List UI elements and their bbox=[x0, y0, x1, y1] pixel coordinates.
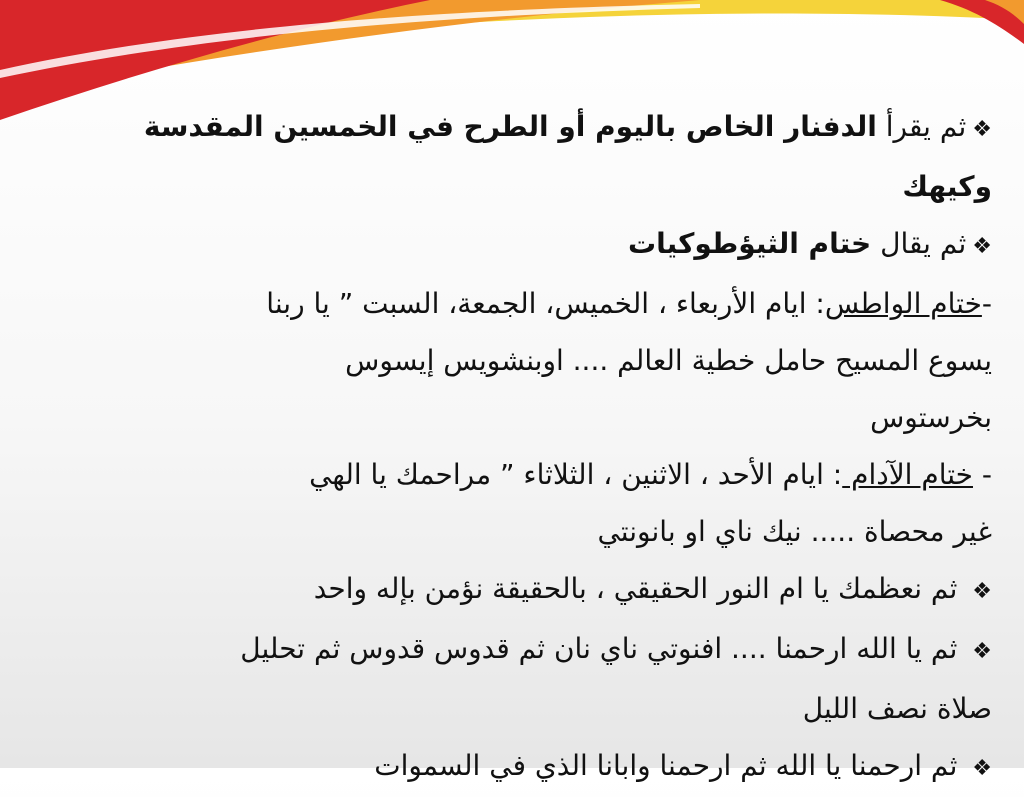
line-7-rest: : ايام الأحد ، الاثنين ، الثلاثاء ” مراحمك يا الهي bbox=[309, 458, 843, 491]
line-3-prefix: ثم يقال bbox=[871, 227, 967, 260]
line-8: غير محصاة ..... نيك ناي او بانونتي bbox=[597, 515, 992, 548]
line-6: بخرستوس bbox=[870, 401, 992, 434]
line-2: وكيهك bbox=[902, 170, 992, 203]
line-4-rest: : ايام الأربعاء ، الخميس، الجمعة، السبت ” يا ربنا bbox=[266, 287, 825, 320]
diamond-bullet-icon: ❖ bbox=[972, 579, 992, 604]
line-9 bbox=[48, 560, 992, 620]
line-9-text: ثم نعظمك يا ام النور الحقيقي ، بالحقيقة نؤمن بإله واحد bbox=[313, 572, 967, 605]
line-4 bbox=[48, 275, 992, 332]
line-3 bbox=[48, 215, 992, 275]
line-1 bbox=[48, 98, 992, 158]
line-3-bold: ختام الثيؤطوكيات bbox=[627, 227, 872, 260]
line-5: يسوع المسيح حامل خطية العالم .... اوبنشويس إيسوس bbox=[345, 344, 992, 377]
slide-body bbox=[48, 98, 992, 797]
line-4-dash: - bbox=[981, 287, 992, 320]
line-10 bbox=[48, 620, 992, 680]
diamond-bullet-icon: ❖ bbox=[972, 234, 992, 259]
line-7 bbox=[48, 446, 992, 503]
khitam-watos-heading: ختام الواطس bbox=[824, 287, 982, 320]
line-11: صلاة نصف الليل bbox=[802, 692, 992, 725]
diamond-bullet-icon: ❖ bbox=[972, 756, 992, 781]
khitam-adam-heading: ختام الآدام bbox=[842, 458, 973, 491]
line-1-bold: الدفنار الخاص باليوم أو الطرح في الخمسين المقدسة bbox=[143, 110, 877, 143]
line-12 bbox=[48, 737, 992, 797]
line-12-text: ثم ارحمنا يا الله ثم ارحمنا وابانا الذي في السموات bbox=[374, 749, 967, 782]
line-7-dash: - bbox=[972, 458, 992, 491]
diamond-bullet-icon: ❖ bbox=[972, 639, 992, 664]
diamond-bullet-icon: ❖ bbox=[972, 117, 992, 142]
line-10-text: ثم يا الله ارحمنا .... افنوتي ناي نان ثم قدوس قدوس ثم تحليل bbox=[240, 632, 967, 665]
line-1-prefix: ثم يقرأ bbox=[876, 110, 967, 143]
